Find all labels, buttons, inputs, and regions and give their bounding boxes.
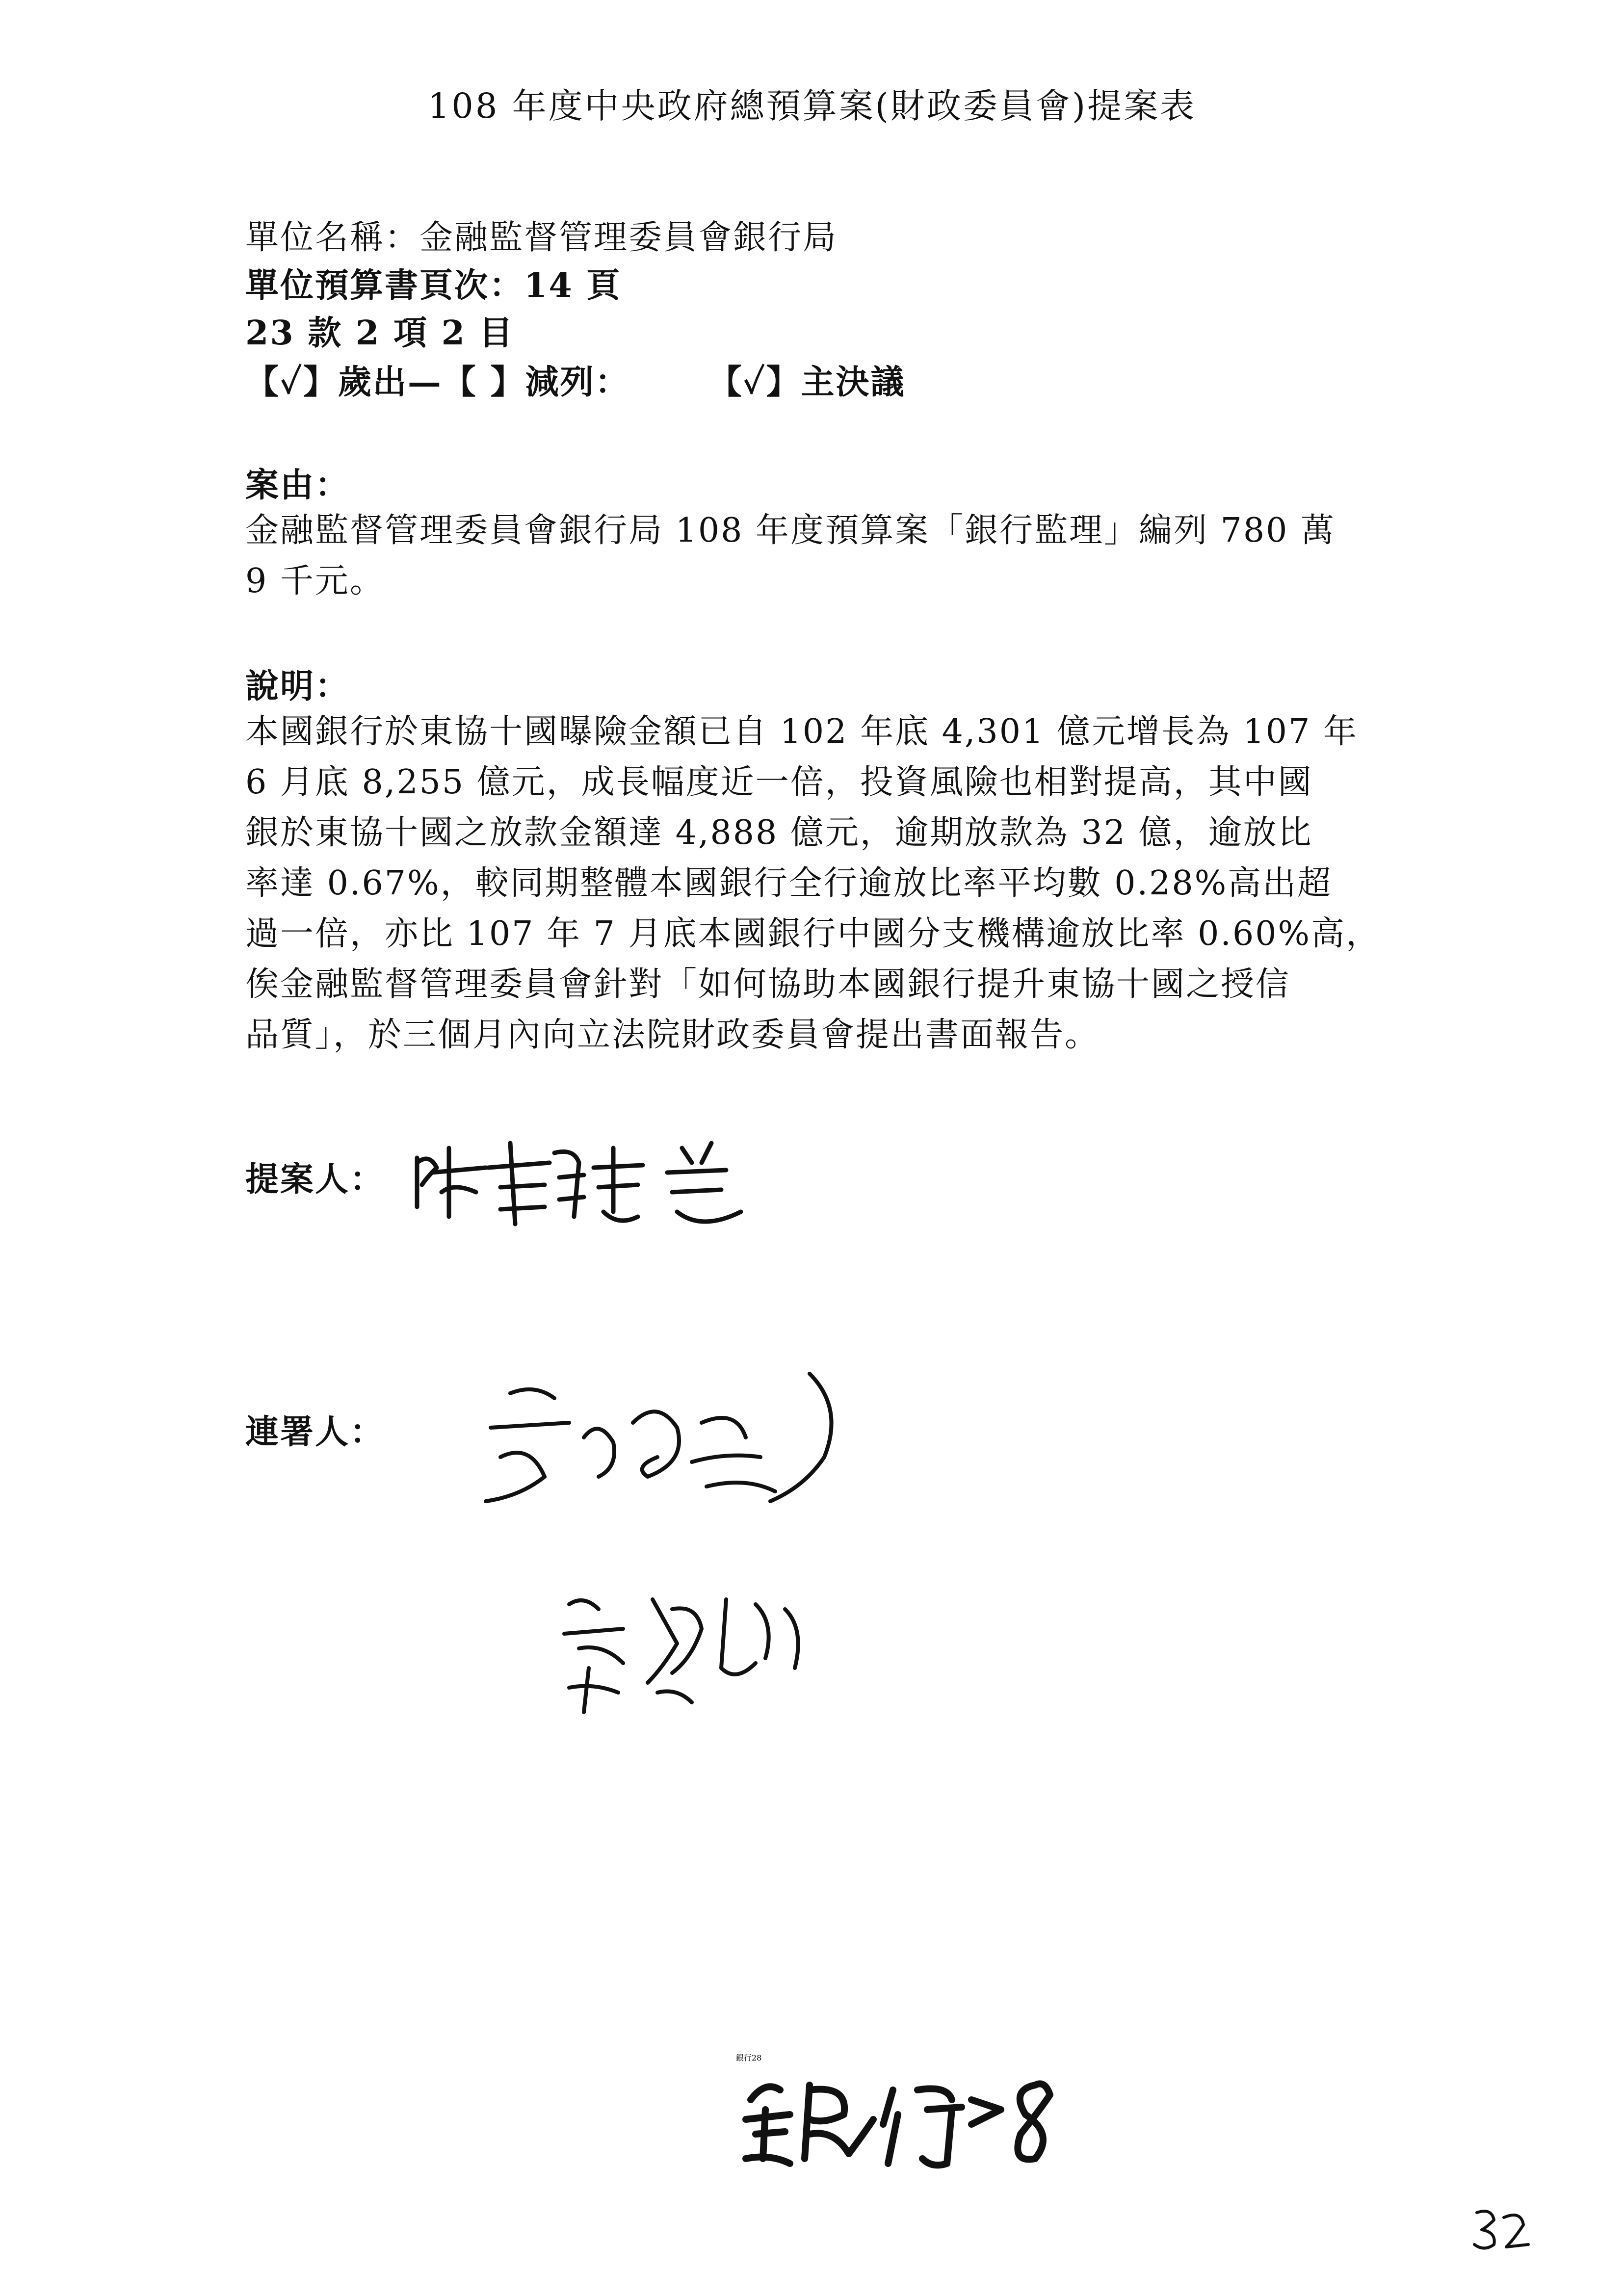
- explanation-line: 過一倍，亦比 107 年 7 月底本國銀行中國分支機構逾放比率 0.60%高，: [245, 914, 1381, 953]
- reason-line: 金融監督管理委員會銀行局 108 年度預算案「銀行監理」編列 780 萬: [245, 511, 1336, 550]
- page-mark: [1467, 2203, 1536, 2257]
- unit-name-value: 金融監督管理委員會銀行局: [419, 218, 838, 257]
- cosigner-signature-2: [550, 1570, 824, 1727]
- cosigner-signature-1: [471, 1364, 873, 1526]
- resolution-label: 主決議: [801, 363, 906, 402]
- reason-text: [245, 505, 1388, 606]
- reason-line: 9 千元。: [245, 562, 385, 600]
- resolution-checkbox: 【✓】: [708, 363, 801, 402]
- explanation-line: 俟金融監督管理委員會針對「如何協助本國銀行提升東協十國之授信: [245, 965, 1291, 1004]
- options-row: [245, 356, 905, 403]
- handwritten-note-text: 銀行28: [736, 2053, 762, 2062]
- reason-label: 案由：: [245, 466, 350, 505]
- reduction-checkbox: 【 】: [442, 363, 525, 402]
- explanation-line: 品質」，於三個月內向立法院財政委員會提出書面報告。: [245, 1016, 1100, 1054]
- reduction-label: 減列：: [525, 363, 630, 402]
- explanation-line: 本國銀行於東協十國曝險金額已自 102 年底 4,301 億元增長為 107 年: [245, 712, 1358, 751]
- explanation-line: 率達 0.67%，較同期整體本國銀行全行逾放比率平均數 0.28%高出超: [245, 864, 1333, 903]
- form-title: 108 年度中央政府總預算案(財政委員會)提案表: [427, 86, 1197, 126]
- expenditure-checkbox: 【✓】: [245, 363, 338, 402]
- unit-name-row: [245, 211, 838, 259]
- explanation-label: 說明：: [245, 667, 350, 706]
- cosigners-label: 連署人：: [245, 1412, 385, 1452]
- budget-page-value: 14 頁: [524, 266, 622, 305]
- handwritten-note: [736, 2053, 1079, 2173]
- proposer-signature: [407, 1119, 780, 1241]
- expenditure-label: 歲出—: [338, 363, 443, 402]
- explanation-line: 銀於東協十國之放款金額達 4,888 億元，逾期放款為 32 億，逾放比: [245, 813, 1313, 852]
- budget-page-label: 單位預算書頁次：: [245, 266, 524, 305]
- explanation-text: [245, 706, 1388, 1060]
- proposer-label: 提案人：: [245, 1160, 385, 1199]
- budget-section: 23 款 2 項 2 目: [245, 313, 514, 353]
- explanation-line: 6 月底 8,255 億元，成長幅度近一倍，投資風險也相對提高，其中國: [245, 763, 1313, 802]
- budget-page-row: [245, 259, 621, 307]
- unit-name-label: 單位名稱：: [245, 218, 420, 257]
